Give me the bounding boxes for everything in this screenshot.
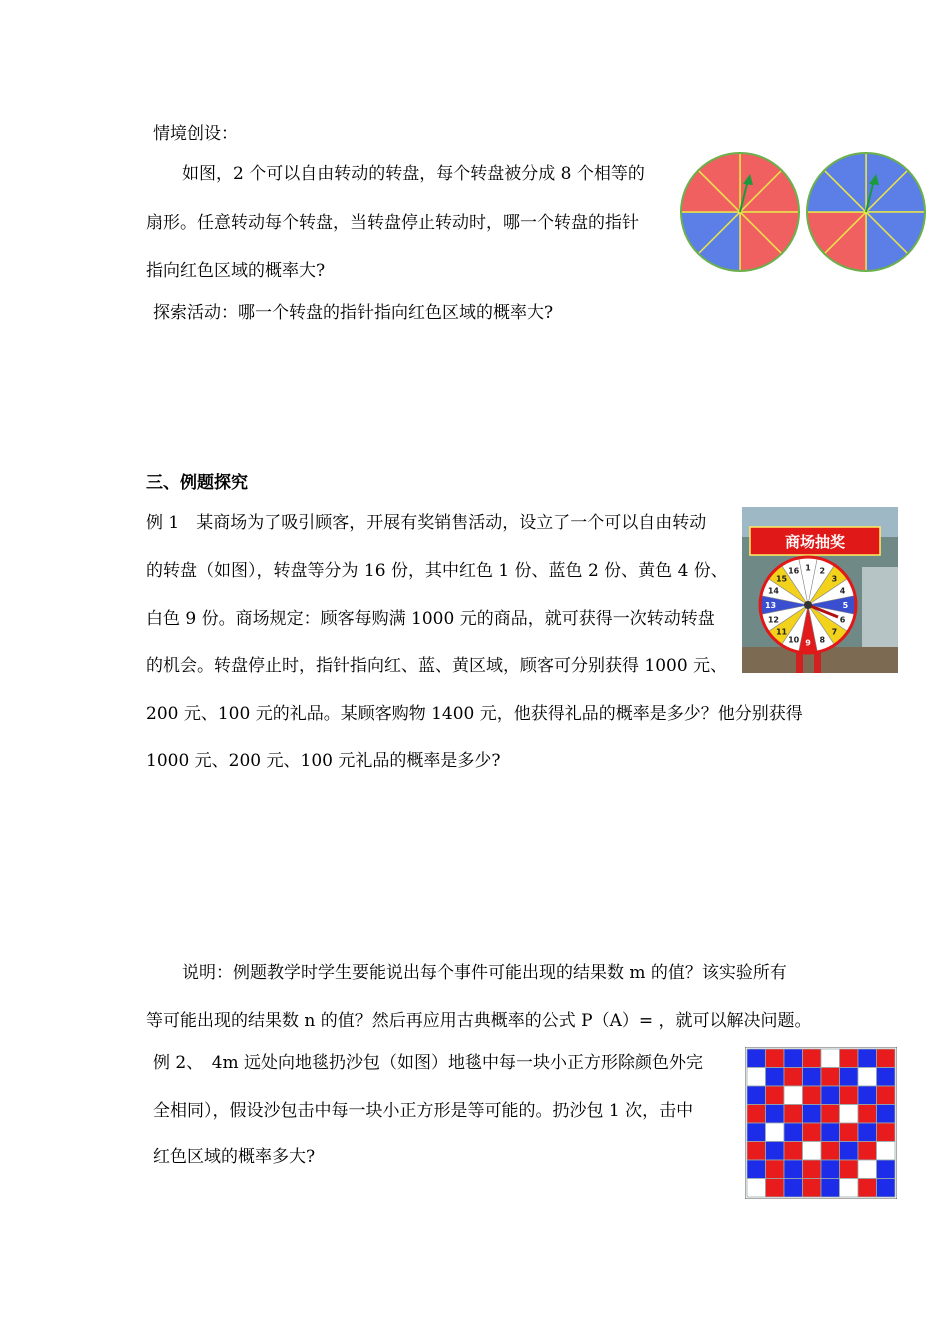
wheel-number: 13 [764,601,777,610]
example2-line-3: 红色区域的概率多大? [153,1147,316,1167]
wheel-number: 7 [831,627,838,637]
rug-square [784,1142,803,1161]
note-line-2: 等可能出现的结果数 n 的值？然后再应用古典概率的公式 P（A）= ，就可以解决问题。 [146,1011,812,1031]
rug-square [821,1123,840,1142]
wheel-number: 4 [839,586,846,596]
rug-square [766,1049,785,1068]
rug-square [877,1123,896,1142]
rug-square [747,1179,766,1198]
example1-line-3: 白色 9 份。商场规定：顾客每购满 1000 元的商品，就可获得一次转动转盘 [146,609,715,629]
rug-square [877,1179,896,1198]
wheel-number: 11 [775,627,788,637]
rug-square [784,1086,803,1105]
rug-square [877,1068,896,1087]
example2-line-2: 全相同），假设沙包击中每一块小正方形是等可能的。扔沙包 1 次，击中 [153,1101,694,1121]
wheel-number: 2 [819,566,826,576]
activity-line: 探索活动：哪一个转盘的指针指向红色区域的概率大? [153,303,554,323]
rug-square [747,1123,766,1142]
rug-square [858,1179,877,1198]
rug-square [821,1068,840,1087]
rug-square [803,1049,822,1068]
wheel-number: 1 [805,563,811,573]
rug-square [784,1179,803,1198]
example1-line-5: 200 元、100 元的礼品。某顾客购物 1400 元，他获得礼品的概率是多少？他分别获得 [146,704,803,724]
note-line-1: 说明：例题教学时学生要能说出每个事件可能出现的结果数 m 的值？该实验所有 [182,963,787,983]
rug-square [821,1142,840,1161]
paragraph-line-2: 扇形。任意转动每个转盘，当转盘停止转动时，哪一个转盘的指针 [146,213,639,233]
rug-square [877,1086,896,1105]
example1-line-2: 的转盘（如图），转盘等分为 16 份，其中红色 1 份、蓝色 2 份、黄色 4 份、 [146,561,728,581]
rug-square [803,1123,822,1142]
rug-square [877,1049,896,1068]
rug-square [877,1160,896,1179]
rug-square [840,1105,859,1124]
rug-square [747,1160,766,1179]
rug-square [858,1160,877,1179]
rug-square [766,1105,785,1124]
rug-square [766,1179,785,1198]
example1-line-6: 1000 元、200 元、100 元礼品的概率是多少? [146,751,501,771]
wheel-number: 16 [788,566,800,576]
wheel-number: 9 [805,638,811,648]
paragraph-line-3: 指向红色区域的概率大? [146,261,326,281]
rug-square [821,1160,840,1179]
rug-square [766,1123,785,1142]
wheel-hub [804,601,812,609]
rug-square [784,1049,803,1068]
heading-situation: 情境创设： [153,124,238,144]
rug-square [747,1086,766,1105]
rug-square [784,1123,803,1142]
rug-square [840,1179,859,1198]
wheel-number: 15 [775,574,788,584]
rug-square [858,1123,877,1142]
wheel-number: 3 [831,574,838,584]
rug-square [766,1086,785,1105]
rug-square [821,1049,840,1068]
rug-square [784,1105,803,1124]
wheel-number: 6 [839,615,846,625]
rug-square [803,1105,822,1124]
rug-square [747,1068,766,1087]
mall-lottery-photo [742,507,898,673]
spinner-figure-2 [804,150,928,274]
wheel-number: 8 [819,635,826,645]
rug-square [858,1086,877,1105]
rug-square [840,1160,859,1179]
rug-square [766,1142,785,1161]
rug-square [858,1105,877,1124]
rug-square [840,1068,859,1087]
rug-square [821,1086,840,1105]
rug-grid-figure [745,1047,897,1199]
rug-square [858,1049,877,1068]
rug-square [747,1049,766,1068]
photo-shelf [862,567,898,657]
rug-square [803,1160,822,1179]
wheel-number: 14 [767,586,779,596]
rug-square [840,1086,859,1105]
spinner-figure-1 [678,150,802,274]
rug-square [821,1105,840,1124]
rug-square [803,1179,822,1198]
rug-square [766,1160,785,1179]
mall-sign-text: 商场抽奖 [784,533,846,551]
paragraph-line-1: 如图，2 个可以自由转动的转盘，每个转盘被分成 8 个相等的 [182,164,645,184]
wheel-number: 5 [842,601,849,610]
example1-line-1: 例 1 某商场为了吸引顾客，开展有奖销售活动，设立了一个可以自由转动 [146,513,707,533]
example2-line-1: 例 2、 4m 远处向地毯扔沙包（如图）地毯中每一块小正方形除颜色外完 [153,1053,704,1073]
rug-square [803,1068,822,1087]
rug-square [840,1123,859,1142]
rug-square [784,1160,803,1179]
rug-square [766,1068,785,1087]
rug-square [877,1142,896,1161]
rug-square [858,1068,877,1087]
rug-square [821,1179,840,1198]
rug-square [747,1105,766,1124]
rug-square [840,1142,859,1161]
rug-square [784,1068,803,1087]
rug-square [747,1142,766,1161]
rug-square [840,1049,859,1068]
wheel-number: 12 [767,615,779,625]
wheel-number: 10 [788,635,800,645]
rug-square [803,1086,822,1105]
rug-square [803,1142,822,1161]
rug-square [877,1105,896,1124]
example1-line-4: 的机会。转盘停止时，指针指向红、蓝、黄区域，顾客可分别获得 1000 元、 [146,656,728,676]
rug-square [858,1142,877,1161]
heading-examples: 三、例题探究 [146,473,248,493]
